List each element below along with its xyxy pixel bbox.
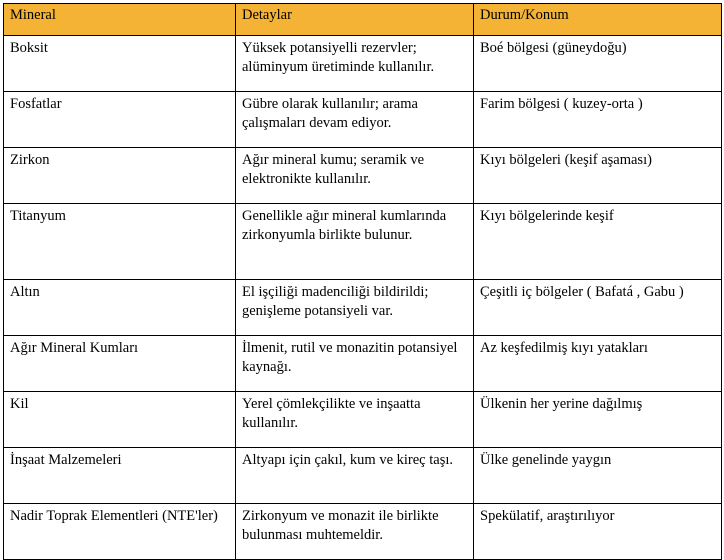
table-row xyxy=(4,148,722,204)
table-row xyxy=(4,36,722,92)
cell-details: Ağır mineral kumu; seramik ve elektronikte kullanılır. xyxy=(236,148,474,204)
cell-mineral: Zirkon xyxy=(4,148,236,204)
cell-mineral: Altın xyxy=(4,280,236,336)
cell-mineral: Ağır Mineral Kumları xyxy=(4,336,236,392)
header-mineral: Mineral xyxy=(4,4,236,36)
table-row xyxy=(4,392,722,448)
cell-details: Zirkonyum ve monazit ile birlikte bulunması muhtemeldir. xyxy=(236,504,474,560)
cell-mineral: İnşaat Malzemeleri xyxy=(4,448,236,504)
cell-mineral: Boksit xyxy=(4,36,236,92)
header-details: Detaylar xyxy=(236,4,474,36)
cell-details: İlmenit, rutil ve monazitin potansiyel kaynağı. xyxy=(236,336,474,392)
cell-details: Yerel çömlekçilikte ve inşaatta kullanılır. xyxy=(236,392,474,448)
cell-details: Genellikle ağır mineral kumlarında zirkonyumla birlikte bulunur. xyxy=(236,204,474,280)
table-row xyxy=(4,92,722,148)
cell-status: Kıyı bölgeleri (keşif aşaması) xyxy=(474,148,722,204)
cell-mineral: Nadir Toprak Elementleri (NTE'ler) xyxy=(4,504,236,560)
cell-details: Gübre olarak kullanılır; arama çalışmaları devam ediyor. xyxy=(236,92,474,148)
cell-status: Spekülatif, araştırılıyor xyxy=(474,504,722,560)
cell-details: Altyapı için çakıl, kum ve kireç taşı. xyxy=(236,448,474,504)
table-row xyxy=(4,280,722,336)
table-row xyxy=(4,448,722,504)
cell-details: El işçiliği madenciliği bildirildi; genişleme potansiyeli var. xyxy=(236,280,474,336)
cell-status: Az keşfedilmiş kıyı yatakları xyxy=(474,336,722,392)
mineral-table xyxy=(3,3,722,560)
cell-mineral: Kil xyxy=(4,392,236,448)
cell-status: Boé bölgesi (güneydoğu) xyxy=(474,36,722,92)
cell-status: Kıyı bölgelerinde keşif xyxy=(474,204,722,280)
cell-status: Farim bölgesi ( kuzey-orta ) xyxy=(474,92,722,148)
header-status-location: Durum/Konum xyxy=(474,4,722,36)
header-row xyxy=(4,4,722,36)
cell-status: Ülke genelinde yaygın xyxy=(474,448,722,504)
cell-status: Çeşitli iç bölgeler ( Bafatá , Gabu ) xyxy=(474,280,722,336)
cell-status: Ülkenin her yerine dağılmış xyxy=(474,392,722,448)
table-row xyxy=(4,504,722,560)
cell-mineral: Titanyum xyxy=(4,204,236,280)
cell-mineral: Fosfatlar xyxy=(4,92,236,148)
table-row xyxy=(4,204,722,280)
cell-details: Yüksek potansiyelli rezervler; alüminyum üretiminde kullanılır. xyxy=(236,36,474,92)
table-row xyxy=(4,336,722,392)
